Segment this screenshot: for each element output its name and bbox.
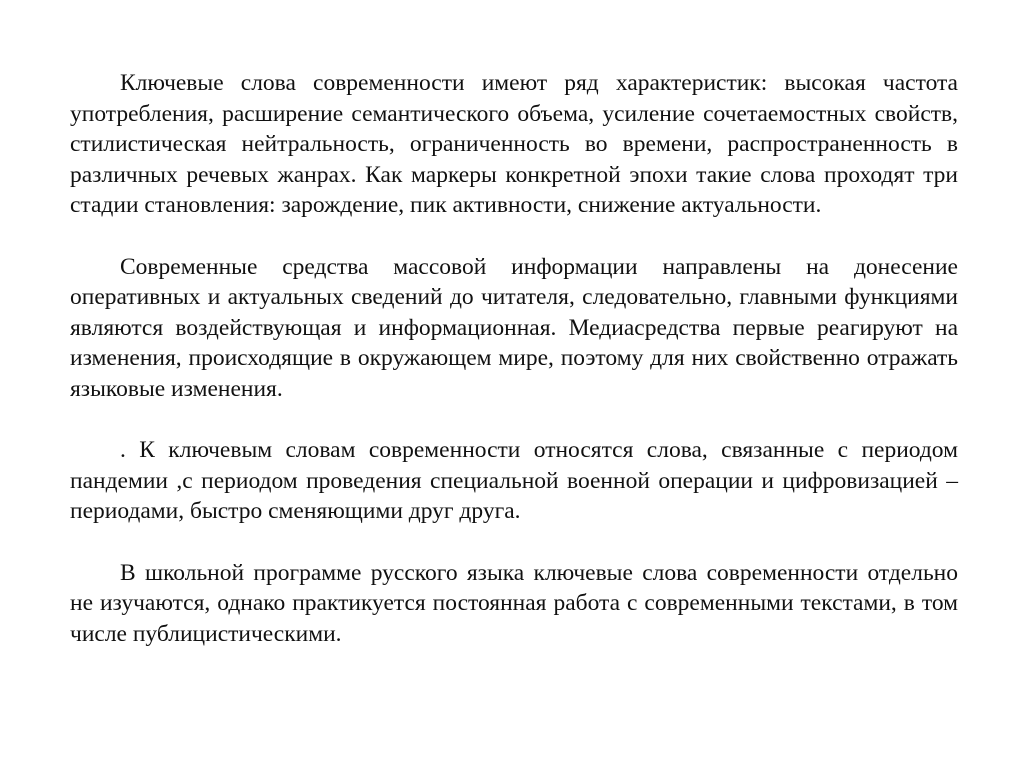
text-block [70, 68, 958, 649]
paragraph-key-words-characteristics: Ключевые слова современности имеют ряд характеристик: высокая частота употребления, расширение семантического объема, усиление сочетаемостных свойств, стилистическая нейтральность, ограниченность во времени, распространенность в различных речевых жанрах. Как маркеры конкретной эпохи такие слова проходят три стадии становления: зарождение, пик активности, снижение актуальности. [70, 70, 958, 218]
paragraph-key-words-examples: . К ключевым словам современности относятся слова, связанные с периодом пандемии ,с периодом проведения специальной военной операции и цифровизацией – периодами, быстро сменяющими друг друга. [70, 437, 958, 524]
paragraph-mass-media: Современные средства массовой информации направлены на донесение оперативных и актуальных сведений до читателя, следовательно, главными функциями являются воздействующая и информационная. Медиасредства первые реагируют на изменения, происходящие в окружающем мире, поэтому для них свойственно отражать языковые изменения. [70, 253, 958, 402]
paragraph-school-program: В школьной программе русского языка ключевые слова современности отдельно не изучаются, однако практикуется постоянная работа с современными текстами, в том числе публицистическими. [70, 559, 958, 647]
